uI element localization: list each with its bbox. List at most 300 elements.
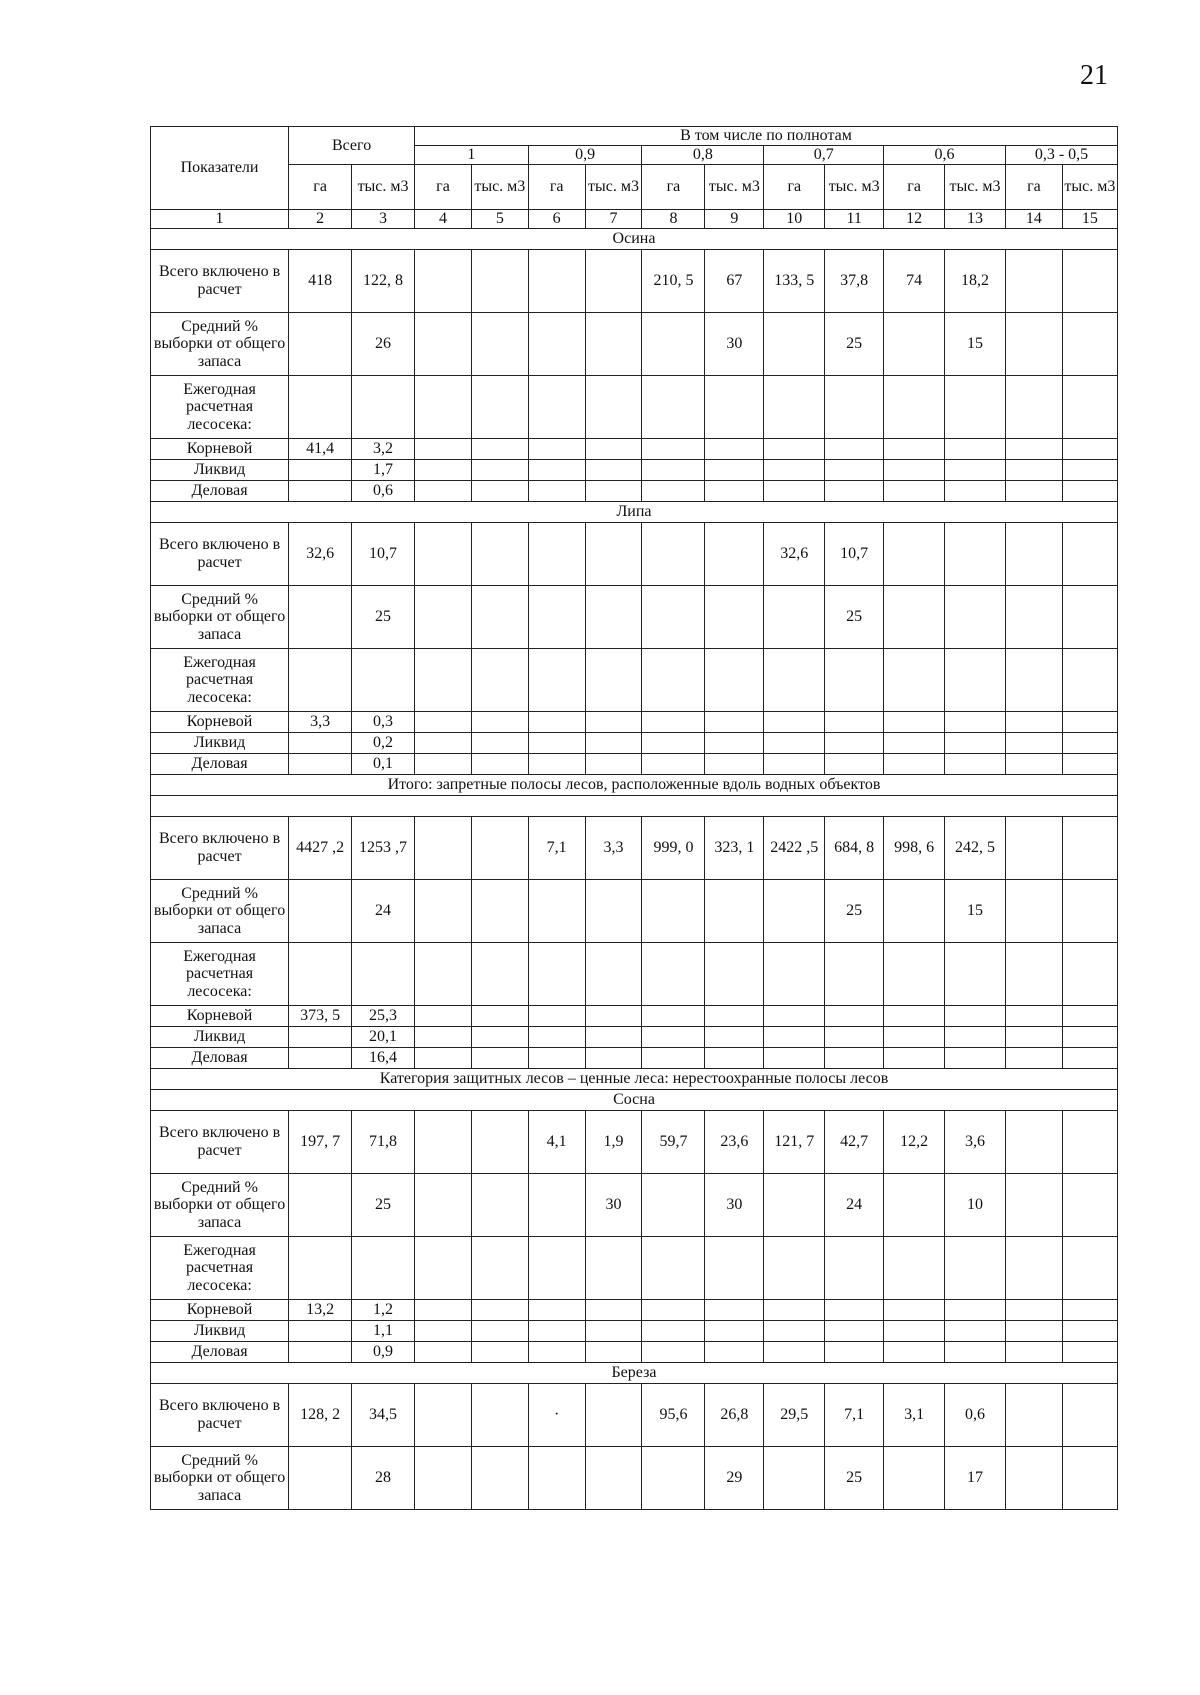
table-cell: 210, 5: [642, 250, 705, 313]
table-cell: [1005, 586, 1062, 649]
table-cell: [471, 943, 528, 1006]
table-cell: [528, 1027, 585, 1048]
table-cell: [1005, 250, 1062, 313]
unit-ha: га: [415, 165, 472, 210]
table-cell: 30: [705, 313, 764, 376]
table-cell: [415, 754, 472, 775]
table-cell: [642, 1300, 705, 1321]
table-cell: [415, 733, 472, 754]
table-cell: [415, 1300, 472, 1321]
unit-m3: тыс. м3: [1062, 165, 1117, 210]
table-cell: 30: [705, 1174, 764, 1237]
table-row: [151, 313, 1118, 376]
table-cell: [528, 1006, 585, 1027]
table-cell: 3,3: [585, 817, 642, 880]
table-cell: [471, 1384, 528, 1447]
table-cell: [585, 523, 642, 586]
table-cell: [585, 754, 642, 775]
table-cell: 1253 ,7: [352, 817, 415, 880]
table-cell: [471, 1111, 528, 1174]
table-row: [151, 523, 1118, 586]
row-label: Ежегодная расчетная лесосека:: [151, 649, 289, 712]
table-cell: [642, 1027, 705, 1048]
table-cell: [764, 1006, 825, 1027]
table-cell: [471, 880, 528, 943]
section-title: Сосна: [151, 1090, 1118, 1111]
row-label: Ликвид: [151, 1321, 289, 1342]
row-label: Ежегодная расчетная лесосека:: [151, 376, 289, 439]
table-cell: [415, 523, 472, 586]
table-cell: [528, 649, 585, 712]
table-cell: [642, 754, 705, 775]
table-cell: [1005, 1342, 1062, 1363]
table-row: [151, 460, 1118, 481]
table-cell: [1062, 1174, 1117, 1237]
row-label: Средний % выборки от общего запаса: [151, 1174, 289, 1237]
table-row: [151, 733, 1118, 754]
table-cell: [945, 943, 1006, 1006]
row-label: Средний % выборки от общего запаса: [151, 1447, 289, 1510]
table-cell: 25: [825, 1447, 884, 1510]
table-cell: [289, 1237, 352, 1300]
table-cell: 12,2: [884, 1111, 945, 1174]
table-cell: [1062, 376, 1117, 439]
table-cell: [945, 733, 1006, 754]
table-cell: [884, 1300, 945, 1321]
table-cell: [528, 733, 585, 754]
table-cell: [1005, 880, 1062, 943]
table-cell: [764, 649, 825, 712]
table-cell: [705, 1006, 764, 1027]
table-cell: [884, 1174, 945, 1237]
row-label: Деловая: [151, 754, 289, 775]
table-cell: 30: [585, 1174, 642, 1237]
table-cell: [1005, 1006, 1062, 1027]
table-cell: [705, 943, 764, 1006]
table-cell: [415, 1321, 472, 1342]
header-density: 1: [415, 146, 529, 165]
table-cell: [289, 649, 352, 712]
table-cell: 0,6: [945, 1384, 1006, 1447]
table-row: [151, 943, 1118, 1006]
table-cell: [764, 1027, 825, 1048]
table-cell: [705, 754, 764, 775]
table-cell: 25: [825, 880, 884, 943]
row-label: Деловая: [151, 1342, 289, 1363]
row-label: Всего включено в расчет: [151, 1384, 289, 1447]
table-cell: [1062, 1237, 1117, 1300]
table-cell: [1005, 313, 1062, 376]
table-cell: [825, 1006, 884, 1027]
table-cell: 25: [825, 586, 884, 649]
table-cell: [945, 1027, 1006, 1048]
table-cell: [764, 1237, 825, 1300]
table-cell: [705, 649, 764, 712]
table-cell: [585, 1321, 642, 1342]
table-cell: [415, 1111, 472, 1174]
table-cell: [884, 754, 945, 775]
table-cell: [289, 1048, 352, 1069]
table-cell: [705, 586, 764, 649]
table-cell: 18,2: [945, 250, 1006, 313]
table-cell: [585, 1027, 642, 1048]
table-cell: [471, 586, 528, 649]
table-cell: 3,2: [352, 439, 415, 460]
section-title: Осина: [151, 229, 1118, 250]
table-cell: 24: [825, 1174, 884, 1237]
table-cell: [764, 733, 825, 754]
row-label: Ежегодная расчетная лесосека:: [151, 943, 289, 1006]
table-cell: ·: [528, 1384, 585, 1447]
table-cell: [945, 712, 1006, 733]
table-cell: [642, 1237, 705, 1300]
table-cell: [471, 1006, 528, 1027]
table-cell: [764, 1300, 825, 1321]
table-cell: 418: [289, 250, 352, 313]
table-cell: [415, 460, 472, 481]
section-title: Итого: запретные полосы лесов, расположенные вдоль водных объектов: [151, 775, 1118, 796]
table-cell: [471, 523, 528, 586]
table-cell: [1005, 481, 1062, 502]
table-cell: [471, 376, 528, 439]
table-cell: 10,7: [825, 523, 884, 586]
table-cell: 197, 7: [289, 1111, 352, 1174]
table-cell: [884, 1027, 945, 1048]
section-title-row: [151, 775, 1118, 796]
header-density: 0,6: [884, 146, 1006, 165]
table-cell: [471, 1174, 528, 1237]
table-cell: [1005, 1174, 1062, 1237]
table-cell: [528, 1321, 585, 1342]
row-label: Всего включено в расчет: [151, 817, 289, 880]
table-cell: [825, 712, 884, 733]
table-cell: [1005, 649, 1062, 712]
table-cell: [415, 313, 472, 376]
table-cell: [945, 439, 1006, 460]
table-cell: [1005, 1384, 1062, 1447]
table-cell: 26: [352, 313, 415, 376]
table-cell: [289, 1174, 352, 1237]
table-cell: [884, 649, 945, 712]
table-cell: [884, 880, 945, 943]
unit-m3: тыс. м3: [471, 165, 528, 210]
table-cell: [585, 460, 642, 481]
table-cell: [528, 439, 585, 460]
table-cell: 1,7: [352, 460, 415, 481]
table-cell: [1062, 586, 1117, 649]
table-cell: [289, 733, 352, 754]
table-cell: [764, 943, 825, 1006]
table-cell: 3,3: [289, 712, 352, 733]
table-cell: [471, 313, 528, 376]
table-cell: [528, 1300, 585, 1321]
table-row: [151, 1300, 1118, 1321]
table-row: [151, 1237, 1118, 1300]
table-cell: 0,2: [352, 733, 415, 754]
table-cell: 42,7: [825, 1111, 884, 1174]
unit-m3: тыс. м3: [585, 165, 642, 210]
table-cell: 74: [884, 250, 945, 313]
table-row: [151, 1384, 1118, 1447]
table-cell: [764, 1321, 825, 1342]
table-cell: [1062, 880, 1117, 943]
table-cell: [945, 1300, 1006, 1321]
table-cell: [884, 376, 945, 439]
table-cell: [471, 1048, 528, 1069]
table-cell: [415, 649, 472, 712]
table-row: [151, 649, 1118, 712]
table-cell: [825, 481, 884, 502]
table-cell: [528, 1174, 585, 1237]
header-including-by-density: В том числе по полнотам: [415, 127, 1118, 146]
row-label: Ликвид: [151, 460, 289, 481]
unit-ha: га: [289, 165, 352, 210]
table-cell: [1005, 1048, 1062, 1069]
table-cell: [1062, 1006, 1117, 1027]
table-cell: [884, 733, 945, 754]
table-cell: [705, 733, 764, 754]
table-cell: [585, 880, 642, 943]
table-cell: [1062, 439, 1117, 460]
table-cell: [585, 1048, 642, 1069]
table-cell: [705, 1027, 764, 1048]
table-cell: [471, 817, 528, 880]
table-cell: 17: [945, 1447, 1006, 1510]
table-cell: 59,7: [642, 1111, 705, 1174]
table-cell: 0,1: [352, 754, 415, 775]
table-cell: [945, 649, 1006, 712]
table-cell: [415, 943, 472, 1006]
table-cell: [642, 649, 705, 712]
table-cell: [825, 1048, 884, 1069]
table-cell: [415, 439, 472, 460]
row-label: Корневой: [151, 1006, 289, 1027]
table-cell: [528, 376, 585, 439]
table-cell: 29: [705, 1447, 764, 1510]
table-cell: [471, 1447, 528, 1510]
table-cell: [825, 649, 884, 712]
row-label: Корневой: [151, 712, 289, 733]
table-cell: 41,4: [289, 439, 352, 460]
table-cell: [945, 1237, 1006, 1300]
table-cell: 323, 1: [705, 817, 764, 880]
table-cell: [471, 460, 528, 481]
unit-ha: га: [884, 165, 945, 210]
table-cell: [764, 1174, 825, 1237]
table-cell: [705, 1321, 764, 1342]
table-cell: [642, 712, 705, 733]
table-cell: [705, 712, 764, 733]
table-cell: 10: [945, 1174, 1006, 1237]
table-cell: [585, 1300, 642, 1321]
page-number: 21: [1080, 60, 1108, 91]
column-number: 5: [471, 210, 528, 229]
table-cell: [528, 754, 585, 775]
table-cell: [471, 481, 528, 502]
table-cell: 1,9: [585, 1111, 642, 1174]
table-cell: [764, 1447, 825, 1510]
section-title: Липа: [151, 502, 1118, 523]
row-label: Средний % выборки от общего запаса: [151, 880, 289, 943]
table-cell: [1062, 817, 1117, 880]
table-cell: [528, 313, 585, 376]
table-cell: [471, 439, 528, 460]
table-cell: [642, 1321, 705, 1342]
table-cell: [642, 733, 705, 754]
table-cell: [825, 943, 884, 1006]
table-cell: [764, 313, 825, 376]
table-cell: [705, 460, 764, 481]
table-cell: 4,1: [528, 1111, 585, 1174]
table-cell: [528, 460, 585, 481]
table-cell: [1062, 754, 1117, 775]
table-cell: [415, 1447, 472, 1510]
table-cell: [884, 1048, 945, 1069]
row-label: Ликвид: [151, 733, 289, 754]
table-cell: [884, 460, 945, 481]
table-cell: [289, 880, 352, 943]
unit-ha: га: [528, 165, 585, 210]
column-number: 9: [705, 210, 764, 229]
table-cell: [884, 1342, 945, 1363]
table-cell: [764, 460, 825, 481]
table-cell: [415, 817, 472, 880]
table-cell: [705, 481, 764, 502]
unit-m3: тыс. м3: [945, 165, 1006, 210]
table-cell: [1005, 733, 1062, 754]
table-cell: 4427 ,2: [289, 817, 352, 880]
table-cell: [764, 376, 825, 439]
column-number: 14: [1005, 210, 1062, 229]
table-cell: [352, 649, 415, 712]
table-cell: [1062, 481, 1117, 502]
table-cell: 25,3: [352, 1006, 415, 1027]
table-cell: 7,1: [825, 1384, 884, 1447]
column-number: 1: [151, 210, 289, 229]
table-cell: 25: [352, 586, 415, 649]
section-title: Категория защитных лесов – ценные леса: нерестоохранные полосы лесов: [151, 1069, 1118, 1090]
table-cell: [528, 880, 585, 943]
section-title: Береза: [151, 1363, 1118, 1384]
table-cell: [884, 712, 945, 733]
table-row: [151, 754, 1118, 775]
table-row: [151, 1321, 1118, 1342]
table-cell: [289, 481, 352, 502]
table-cell: [884, 1237, 945, 1300]
table-cell: [945, 754, 1006, 775]
row-label: Всего включено в расчет: [151, 523, 289, 586]
table-cell: [642, 1006, 705, 1027]
table-cell: [1005, 1321, 1062, 1342]
table-cell: [764, 712, 825, 733]
table-cell: 16,4: [352, 1048, 415, 1069]
table-cell: [471, 1300, 528, 1321]
table-cell: [642, 1447, 705, 1510]
table-cell: 34,5: [352, 1384, 415, 1447]
table-cell: [585, 1447, 642, 1510]
table-cell: [289, 586, 352, 649]
table-cell: [642, 1174, 705, 1237]
row-label: Деловая: [151, 1048, 289, 1069]
table-cell: [945, 1006, 1006, 1027]
table-cell: [528, 586, 585, 649]
row-label: Ликвид: [151, 1027, 289, 1048]
table-cell: 28: [352, 1447, 415, 1510]
table-cell: [415, 481, 472, 502]
table-cell: [352, 943, 415, 1006]
column-number: 4: [415, 210, 472, 229]
table-cell: [471, 1342, 528, 1363]
table-cell: [642, 481, 705, 502]
column-number: 3: [352, 210, 415, 229]
table-row: [151, 439, 1118, 460]
table-cell: [585, 481, 642, 502]
table-row: [151, 1048, 1118, 1069]
table-cell: [1005, 712, 1062, 733]
table-cell: [415, 712, 472, 733]
table-cell: 67: [705, 250, 764, 313]
table-cell: [1062, 733, 1117, 754]
table-cell: 999, 0: [642, 817, 705, 880]
header-total: Всего: [289, 127, 415, 165]
column-number: 12: [884, 210, 945, 229]
table-cell: [825, 439, 884, 460]
table-cell: [884, 439, 945, 460]
table-cell: [585, 439, 642, 460]
table-cell: [585, 649, 642, 712]
table-cell: [705, 523, 764, 586]
table-cell: 3,6: [945, 1111, 1006, 1174]
table-cell: [1005, 1300, 1062, 1321]
table-cell: [352, 1237, 415, 1300]
table-cell: [415, 1342, 472, 1363]
table-cell: [764, 439, 825, 460]
table-cell: [884, 523, 945, 586]
header-density: 0,8: [642, 146, 764, 165]
table-cell: [1005, 1447, 1062, 1510]
table-cell: 15: [945, 880, 1006, 943]
table-cell: [1005, 439, 1062, 460]
unit-ha: га: [764, 165, 825, 210]
table-cell: [528, 481, 585, 502]
table-cell: [764, 880, 825, 943]
table-row: [151, 1342, 1118, 1363]
table-cell: [1062, 1111, 1117, 1174]
table-cell: [1005, 1111, 1062, 1174]
table-cell: [642, 943, 705, 1006]
table-cell: [471, 733, 528, 754]
table-cell: [1062, 649, 1117, 712]
table-cell: 122, 8: [352, 250, 415, 313]
table-cell: [1062, 250, 1117, 313]
table-cell: 26,8: [705, 1384, 764, 1447]
table-row: [151, 586, 1118, 649]
table-cell: [415, 376, 472, 439]
table-cell: [415, 1237, 472, 1300]
table-cell: [705, 880, 764, 943]
table-cell: [289, 1321, 352, 1342]
table-cell: [884, 586, 945, 649]
table-cell: [945, 586, 1006, 649]
table-cell: [528, 712, 585, 733]
table-cell: [705, 439, 764, 460]
table-cell: 128, 2: [289, 1384, 352, 1447]
table-cell: [945, 523, 1006, 586]
table-cell: [825, 1027, 884, 1048]
table-cell: [289, 376, 352, 439]
table-cell: 998, 6: [884, 817, 945, 880]
column-number: 13: [945, 210, 1006, 229]
